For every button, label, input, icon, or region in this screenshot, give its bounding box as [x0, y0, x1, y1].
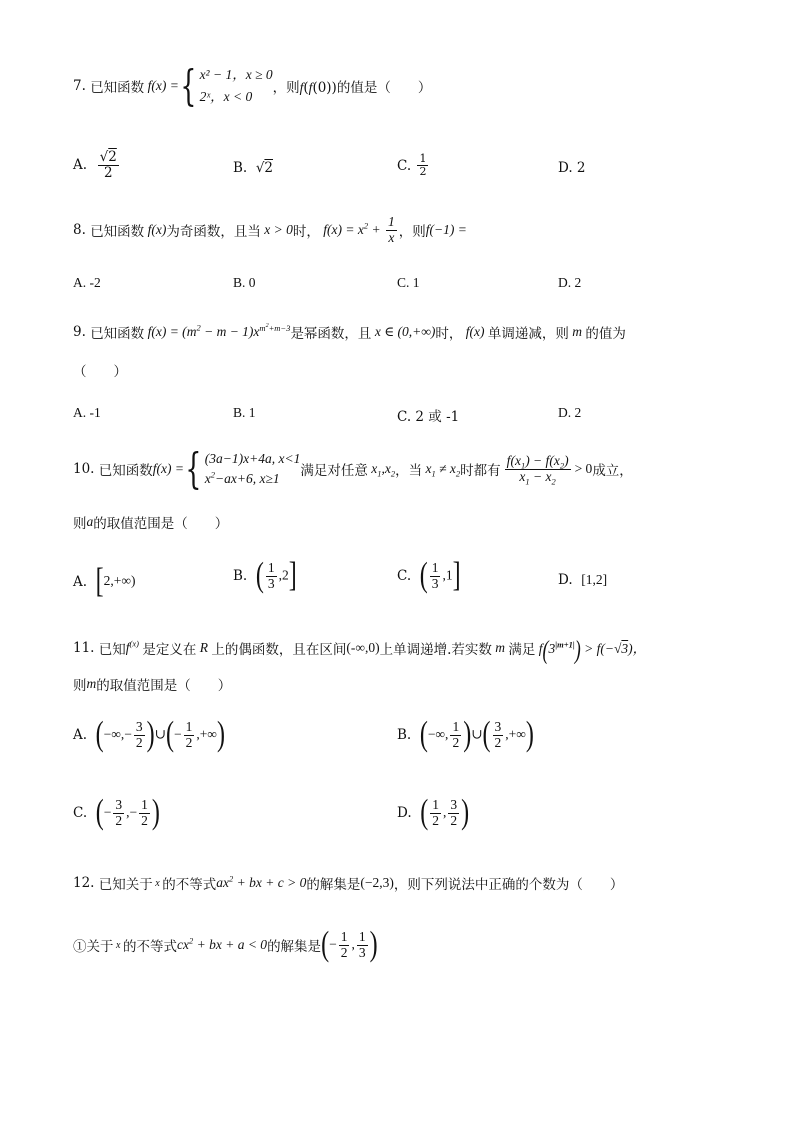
q8-def: $f(x) = x^2$ + — [319, 220, 384, 238]
q11-R: R — [196, 639, 212, 655]
q11-option-b — [397, 716, 534, 755]
q10-a: a — [86, 514, 94, 529]
q11-option-c — [73, 794, 160, 833]
q7-option-a-value: $\frac{√2}{2}$ — [99, 149, 117, 181]
q11-option-b-label: B. — [397, 727, 412, 744]
q11-option-a-label: A. — [73, 727, 88, 744]
q11-option-d-label: D. — [397, 805, 412, 822]
q9-m: m — [568, 324, 586, 339]
q7-option-b — [233, 160, 273, 176]
q10-option-b-value: ( $\frac{1}{3}$ ,2] — [255, 557, 297, 596]
q10-option-d-value: [1,2] — [581, 572, 608, 587]
q11-text1: 已知 — [98, 641, 126, 658]
q9-number: 9. — [73, 324, 86, 340]
q11-option-d — [397, 794, 470, 833]
q10-line2-text: 则 — [73, 516, 87, 532]
q12-set: (−2,3) — [360, 875, 394, 890]
q12-item1-ineq: $cx^2$ + bx + a < 0 — [176, 935, 268, 953]
q7-cases — [200, 64, 273, 107]
q7-suffix: 的值是（ ） — [336, 79, 432, 96]
q11-option-c-label: C. — [73, 805, 88, 822]
q8-frac: $\frac{1}{x}$ — [387, 214, 395, 245]
q12-text2: 的不等式 — [162, 877, 217, 893]
q11-m2: m — [86, 676, 97, 691]
q8-text4: ，则 — [398, 224, 426, 241]
q10-option-b — [233, 557, 297, 596]
q10-option-c-value: ( $\frac{1}{3}$ ,1] — [419, 557, 461, 596]
q10-option-a-label: A. — [73, 574, 88, 590]
q10-text5: 成立， — [592, 463, 633, 479]
q10-text4: 时都有 — [460, 463, 501, 479]
q11-text4: 上单调递增.若实数 — [379, 641, 492, 658]
q11-interval: (-∞,0) — [346, 639, 380, 655]
q10-vars: $x_1,x_2$ — [367, 461, 396, 479]
q10-gt: > 0 — [574, 461, 593, 476]
q10-option-c-label: C. — [397, 568, 412, 585]
question-8 — [73, 215, 467, 246]
q7-number: 7. — [73, 77, 86, 94]
q12-item1-set: (− $\frac{1}{2}$ , $\frac{1}{3}$ ) — [321, 926, 378, 965]
q11-number: 11. — [73, 639, 95, 656]
q7-option-b-label: B. — [233, 160, 248, 176]
q9-fx: f(x) — [462, 324, 485, 339]
q8-target: f(−1) = — [425, 222, 467, 238]
q7-option-b-value: √2 — [255, 160, 274, 176]
q10-line2b-text: 的取值范围是（ ） — [93, 516, 229, 532]
q10-option-b-label: B. — [233, 568, 248, 585]
q7-option-c-label: C. — [397, 157, 412, 174]
question-9 — [73, 322, 626, 342]
q12-text1: 已知关于 — [98, 877, 153, 893]
q7-option-d — [558, 160, 586, 176]
q7-option-d-label: D. 2 — [558, 160, 586, 176]
q9-text1: 已知函数 — [90, 326, 145, 342]
q7-option-a — [73, 150, 121, 181]
q8-option-d: D. 2 — [558, 275, 582, 290]
q11-ineq: $f(3^{|m+1|}) > f(-√3)$， — [535, 635, 647, 665]
q11-option-a-value: (−∞,− $\frac{3}{2}$ )∪(− $\frac{1}{2}$ ,+∞) — [95, 716, 225, 755]
q7-option-a-label: A. — [73, 157, 88, 174]
q7-option-c-value: $\frac{1}{2}$ — [419, 152, 427, 179]
q8-text1: 已知函数 — [90, 224, 145, 241]
q10-option-d — [558, 572, 607, 588]
q9-option-d: D. 2 — [558, 405, 582, 420]
q12-ineq: $ax^2$ + bx + c > 0 — [216, 873, 307, 890]
q9-option-b: B. 1 — [233, 405, 256, 420]
q9-text3: 时， — [435, 326, 463, 342]
q11-option-b-value: (−∞, $\frac{1}{2}$ )∪( $\frac{3}{2}$ ,+∞) — [419, 716, 534, 755]
question-7 — [73, 60, 432, 110]
q10-case2: $x^2-ax+6$, x≥1 — [204, 469, 280, 486]
q12-x: x — [152, 877, 163, 889]
q11-option-c-value: (− $\frac{3}{2}$ ,− $\frac{1}{2}$ ) — [95, 794, 160, 833]
q10-fx: f(x) = — [152, 461, 185, 476]
q10-option-c — [397, 557, 461, 596]
q12-item1c: 的解集是 — [267, 939, 322, 956]
q8-cond: x > 0 — [260, 222, 293, 238]
q10-frac: $\frac{f(x_1) - f(x_2)}{x_1 - x_2}$ — [506, 452, 569, 487]
question-10 — [73, 444, 633, 493]
q10-text1: 已知函数 — [98, 463, 153, 479]
q12-item1a: ①关于 — [73, 939, 114, 956]
q8-text3: 时， — [292, 224, 320, 241]
q7-then: ，则f(f(0)) — [272, 79, 337, 96]
q8-text2: 为奇函数，且当 — [166, 224, 261, 241]
q12-text3: 的解集是 — [306, 877, 361, 893]
q10-neq: $x_1 \ne x_2$ — [422, 461, 461, 479]
q9-paren: （ ） — [73, 364, 127, 380]
q8-number: 8. — [73, 222, 86, 239]
q9-option-a: A. -1 — [73, 405, 101, 420]
q10-option-a-value: [2,+∞) — [95, 563, 136, 601]
q7-option-c — [397, 153, 430, 178]
q11-m: m — [491, 639, 509, 655]
q9-text2: 是幂函数，且 — [290, 326, 372, 342]
q7-case1: x² − 1，x ≥ 0 — [199, 67, 273, 82]
question-12 — [73, 873, 623, 893]
q12-item1b: 的不等式 — [122, 939, 177, 956]
q9-text5: 的值为 — [585, 326, 626, 342]
q12-number: 12. — [73, 875, 95, 891]
q10-text3: ，当 — [395, 463, 423, 479]
q10-brace: { — [185, 444, 202, 493]
q7-case2: 2ˣ，x < 0 — [199, 88, 253, 104]
q11-line2-text: 则 — [73, 678, 87, 694]
q11-text5: 满足 — [508, 641, 536, 658]
q8-option-a: A. -2 — [73, 275, 101, 290]
q12-text4: ，则下列说法中正确的个数为（ ） — [393, 877, 624, 893]
q10-text2: 满足对任意 — [300, 463, 368, 479]
q10-cases — [205, 449, 301, 490]
q12-item-1 — [73, 926, 378, 965]
q11-option-a — [73, 716, 225, 755]
q11-fx: $f^{(x)}$ — [125, 638, 139, 655]
q7-prefix: 已知函数 — [90, 79, 145, 96]
q8-fx: f(x) — [144, 222, 167, 238]
q10-line2 — [73, 512, 228, 532]
q10-option-a — [73, 563, 136, 601]
question-11 — [73, 635, 647, 665]
q11-line2b-text: 的取值范围是（ ） — [96, 678, 232, 694]
q9-text4: 单调递减，则 — [487, 326, 569, 342]
q9-domain: x ∈ (0,+∞) — [371, 324, 436, 339]
q11-option-d-value: ( $\frac{1}{2}$ , $\frac{3}{2}$ ) — [420, 794, 470, 833]
q11-text3: 上的偶函数，且在区间 — [211, 641, 347, 658]
q9-def: $f(x) = (m^2 - m - 1)x^{m^2+m-3}$ — [144, 322, 291, 339]
q10-case1: (3a−1)x+4a, x<1 — [204, 450, 301, 466]
q12-item1-x: x — [113, 939, 123, 951]
q10-option-d-label: D. — [558, 572, 573, 588]
q8-option-c: C. 1 — [397, 275, 420, 290]
q8-option-b: B. 0 — [233, 275, 256, 290]
q7-brace: { — [180, 60, 197, 110]
q10-number: 10. — [73, 461, 95, 477]
q11-text2: 是定义在 — [142, 641, 197, 658]
q7-func: f(x) = — [144, 77, 179, 93]
q11-line2 — [73, 674, 231, 694]
q9-option-c: C. 2 或 -1 — [397, 409, 460, 425]
